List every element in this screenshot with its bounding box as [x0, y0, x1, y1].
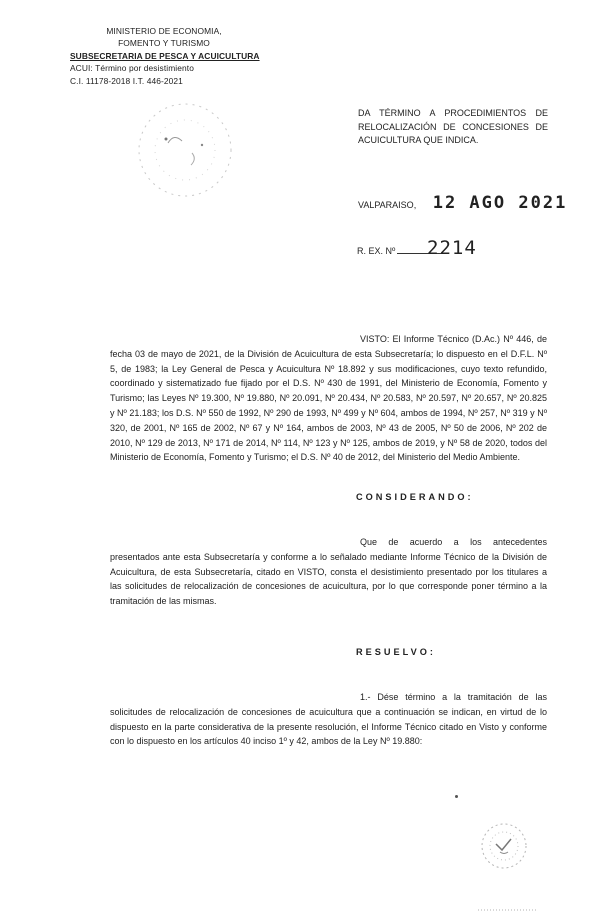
visto-text: VISTO: El Informe Técnico (D.Ac.) Nº 446, de fecha 03 de mayo de 2021, de la División de Acuicultura de esta Subsecretaría; lo dispuesto en el D.F.L. Nº 5, de 1983; la Ley General de Pesca y Acuicultura Nº 18.892 y sus modificaciones, cuyo texto refundido, coordinado y sistematizado fue fijado por el D.S. Nº 430 de 1991, del Ministerio de Economía, Fomento y Turismo; las Leyes Nº 19.300, Nº 19.880, Nº 20.091, Nº 20.434, Nº 20.583, Nº 20.597, Nº 20.657, Nº 20.825 y Nº 21.183; los D.S. Nº 550 de 1992, Nº 290 de 1993, Nº 499 y Nº 604, ambos de 1994, Nº 257, Nº 319 y Nº 320, de 2001, Nº 165 de 2002, Nº 67 y Nº 164, ambos de 2003, Nº 43 de 2005, Nº 50 de 2006, Nº 202 de 2010, Nº 129 de 2013, Nº 171 de 2014, Nº 114, Nº 123 y Nº 125, ambos de 2019, y Nº 58 de 2020, todos del Ministerio de Economía, Fomento y Turismo; el D.S. Nº 40 de 2012, del Ministerio del Medio Ambiente. [110, 334, 547, 463]
considerando-heading: CONSIDERANDO: [356, 492, 474, 502]
considerando-paragraph [110, 535, 547, 609]
place-date [358, 193, 567, 213]
corner-mark [478, 907, 538, 915]
ink-dot [455, 795, 458, 798]
place: VALPARAISO, [358, 200, 417, 210]
ministry-line: MINISTERIO DE ECONOMIA, [106, 26, 222, 36]
letterhead [70, 25, 270, 87]
subsecretaria-line: SUBSECRETARIA DE PESCA Y ACUICULTURA [70, 50, 260, 61]
resuelvo-heading: RESUELVO: [356, 647, 436, 657]
date-stamp: 12 AGO 2021 [432, 193, 568, 213]
rex-label: R. EX. Nº [357, 246, 396, 256]
ministry-line-2: FOMENTO Y TURISMO [118, 38, 210, 49]
visto-paragraph [110, 332, 547, 465]
resolution-number [357, 237, 477, 259]
acui-line: ACUI: Término por desistimiento [70, 63, 194, 74]
resuelvo-text: 1.- Dése término a la tramitación de las solicitudes de relocalización de concesiones de acuicultura que a continuación se indican, en virtud de lo dispuesto en la parte considerativa de la presente resolución, el Informe Técnico citado en Visto y conforme con lo dispuesto en los artículos 40 inciso 1º y 42, ambos de la Ley Nº 19.880: [110, 692, 547, 747]
considerando-text: Que de acuerdo a los antecedentes presentados ante esta Subsecretaría y conforme a lo señalado mediante Informe Técnico de la División de Acuicultura, de esta Subsecretaría, citado en VISTO, consta el desistimiento presentado por los titulares a las solicitudes de relocalización de concesiones de acuicultura, por lo que corresponde poner término a la tramitación de las mismas. [110, 537, 547, 607]
resuelvo-paragraph [110, 690, 547, 749]
resolution-subject: DA TÉRMINO A PROCEDIMIENTOS DE RELOCALIZACIÓN DE CONCESIONES DE ACUICULTURA QUE INDICA. [358, 108, 548, 145]
ci-line: C.I. 11178-2018 I.T. 446-2021 [70, 75, 183, 86]
rex-number: 2214 [427, 237, 477, 259]
round-stamp-icon [478, 820, 530, 872]
faded-seal-icon [130, 95, 240, 205]
